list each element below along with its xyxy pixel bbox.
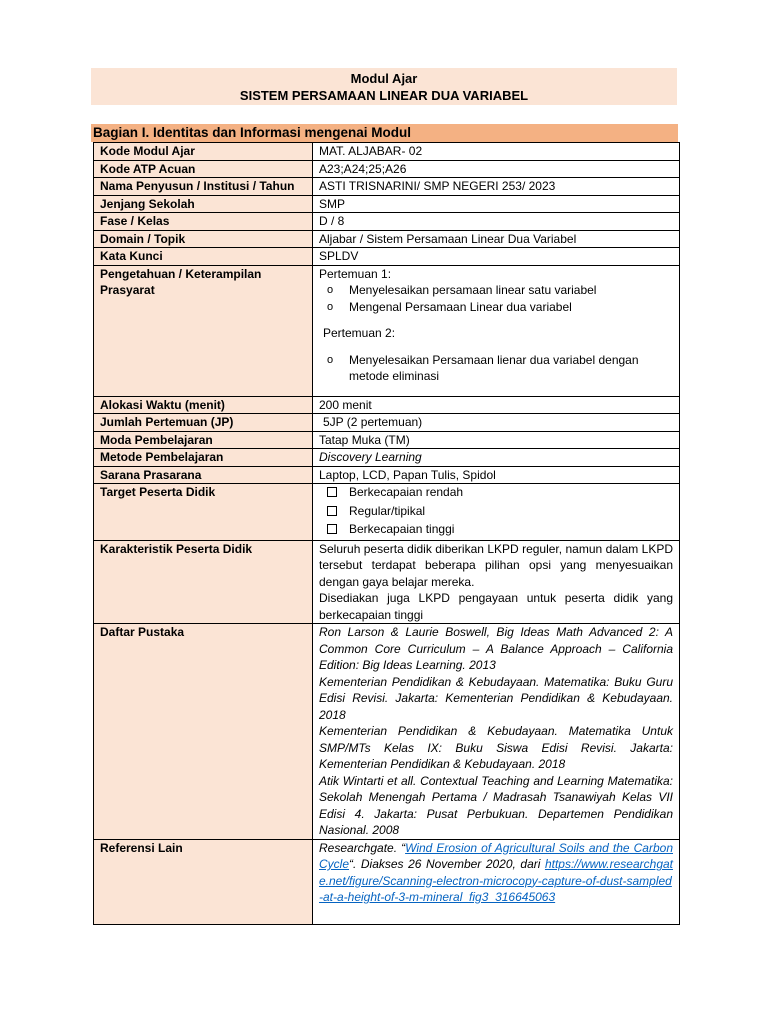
table-row (94, 213, 680, 231)
row-value: Laptop, LCD, Papan Tulis, Spidol (313, 466, 680, 484)
table-row (94, 248, 680, 266)
checkbox-option (319, 484, 673, 503)
bullet-icon: o (327, 353, 334, 366)
reference-item: Atik Wintarti et all. Contextual Teaching and Learning Matematika: Sekolah Menengah Pertama / Madrasah Tsanawiyah Kelas VII Edisi 4. Jakarta: Pusat Perbukuan. Departemen Pendidikan Nasional. 2008 (319, 773, 673, 837)
row-value: Aljabar / Sistem Persamaan Linear Dua Variabel (313, 230, 680, 248)
row-label: Jenjang Sekolah (94, 195, 313, 213)
row-value (313, 624, 680, 840)
list-item (319, 282, 673, 299)
row-value: 5JP (2 pertemuan) (313, 414, 680, 432)
row-label: Fase / Kelas (94, 213, 313, 231)
reference-title-link[interactable]: Wind Erosion of Agricultural Soils and the Carbon Cycle (319, 840, 673, 871)
table-row (94, 265, 680, 396)
meeting-1-heading: Pertemuan 1: (319, 266, 392, 281)
paragraph: Seluruh peserta didik diberikan LKPD reguler, namun dalam LKPD tersebut terdapat beberapa pilihan opsi yang menyesuaikan dengan gaya belajar mereka. (319, 541, 673, 589)
checkbox-icon (319, 503, 349, 522)
checkbox-option (319, 503, 673, 522)
document-title: Modul Ajar (350, 71, 418, 86)
row-value (313, 839, 680, 924)
row-value (313, 265, 680, 396)
list-item (319, 352, 673, 385)
row-label: Domain / Topik (94, 230, 313, 248)
checkbox-icon (319, 521, 349, 540)
row-label: Alokasi Waktu (menit) (94, 396, 313, 414)
row-value (313, 540, 680, 624)
table-row (94, 839, 680, 924)
list-item-text: Mengenal Persamaan Linear dua variabel (349, 299, 572, 314)
table-row (94, 160, 680, 178)
row-label: Jumlah Pertemuan (JP) (94, 414, 313, 432)
reference-access-text: “. Diakses 26 November 2020, dari (349, 857, 545, 871)
row-value: Discovery Learning (313, 449, 680, 467)
row-value: Tatap Muka (TM) (313, 431, 680, 449)
table-row (94, 396, 680, 414)
row-label: Pengetahuan / Keterampilan Prasyarat (94, 265, 313, 396)
row-label: Nama Penyusun / Institusi / Tahun (94, 178, 313, 196)
row-label: Metode Pembelajaran (94, 449, 313, 467)
row-label: Kode Modul Ajar (94, 143, 313, 161)
list-item-text: Menyelesaikan persamaan linear satu variabel (349, 283, 597, 297)
section-title: Bagian I. Identitas dan Informasi mengenai Modul (91, 124, 678, 142)
checkbox-label: Berkecapaian rendah (349, 485, 464, 499)
checkbox-option (319, 521, 673, 540)
checkbox-label: Berkecapaian tinggi (349, 522, 455, 536)
row-label: Referensi Lain (94, 839, 313, 924)
row-value: ASTI TRISNARINI/ SMP NEGERI 253/ 2023 (313, 178, 680, 196)
row-label: Target Peserta Didik (94, 484, 313, 541)
document-subtitle: SISTEM PERSAMAAN LINEAR DUA VARIABEL (239, 88, 529, 103)
row-label: Kode ATP Acuan (94, 160, 313, 178)
list-item (319, 299, 673, 316)
table-row (94, 431, 680, 449)
reference-source: Researchgate. “ (319, 840, 406, 855)
row-label: Moda Pembelajaran (94, 431, 313, 449)
checkbox-label: Regular/tipikal (349, 503, 426, 518)
table-row (94, 540, 680, 624)
row-value: 200 menit (313, 396, 680, 414)
module-identity-table (93, 142, 680, 925)
reference-item: Kementerian Pendidikan & Kebudayaan. Matematika Untuk SMP/MTs Kelas IX: Buku Siswa Edisi Revisi. Jakarta: Kementerian Pendidikan & Kebudayaan. 2018 (319, 724, 673, 771)
table-row (94, 484, 680, 541)
table-row (94, 195, 680, 213)
reference-item: Kementerian Pendidikan & Kebudayaan. Matematika: Buku Guru Edisi Revisi. Jakarta: Kementerian Pendidikan & Kebudayaan. 2018 (319, 674, 673, 722)
table-row (94, 178, 680, 196)
row-value: SMP (313, 195, 680, 213)
document-header (91, 68, 677, 105)
row-value: MAT. ALJABAR- 02 (313, 143, 680, 161)
bullet-icon: o (327, 300, 334, 313)
row-label: Kata Kunci (94, 248, 313, 266)
meeting-2-heading: Pertemuan 2: (323, 326, 396, 340)
table-row (94, 143, 680, 161)
paragraph: Disediakan juga LKPD pengayaan untuk peserta didik yang berkecapaian tinggi (319, 591, 673, 622)
list-item-text: Menyelesaikan Persamaan lienar dua variabel dengan metode eliminasi (349, 352, 639, 383)
reference-url-link[interactable]: https://www.researchgate.net/figure/Scanning-electron-microcopy-capture-of-dust-sampled-at-a-height-of-3-m-mineral_fig3_316645063 (319, 857, 673, 904)
row-value (313, 484, 680, 541)
table-row (94, 230, 680, 248)
row-label: Daftar Pustaka (94, 624, 313, 840)
table-row (94, 466, 680, 484)
row-value: SPLDV (313, 248, 680, 266)
table-row (94, 414, 680, 432)
row-value: A23;A24;25;A26 (313, 160, 680, 178)
checkbox-icon (319, 484, 349, 503)
reference-item: Ron Larson & Laurie Boswell, Big Ideas Math Advanced 2: A Common Core Curriculum – A Balance Approach – California Edition: Big Ideas Learning. 2013 (319, 625, 673, 672)
bullet-icon: o (327, 284, 334, 296)
row-value: D / 8 (313, 213, 680, 231)
table-row (94, 624, 680, 840)
row-label: Karakteristik Peserta Didik (94, 540, 313, 624)
table-row (94, 449, 680, 467)
row-label: Sarana Prasarana (94, 466, 313, 484)
